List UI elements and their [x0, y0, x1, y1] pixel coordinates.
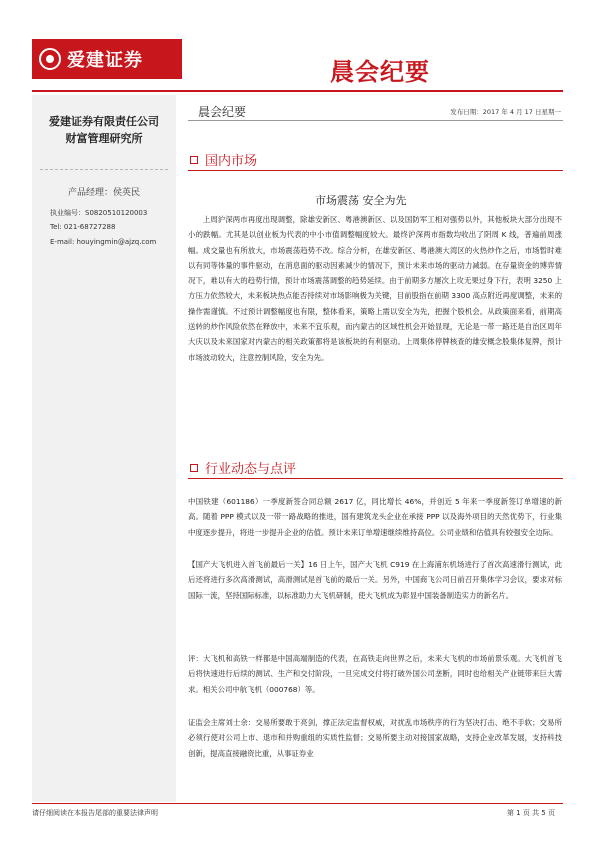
section-title-industry [190, 458, 296, 477]
doc-title: 晨会纪要 [198, 105, 247, 119]
footer-divider [32, 803, 563, 804]
section-title-text: 国内市场 [205, 154, 258, 169]
phone-number: Tel: 021-68727288 [50, 223, 116, 231]
publish-date: 发布日期：2017 年 4 月 17 日星期一 [450, 108, 561, 116]
checkbox-square-icon [190, 156, 198, 164]
industry-paragraph-3: 评：大飞机和高铁一样都是中国高端制造的代表，在高铁走向世界之后，未来大飞机的市场前景乐观。大飞机首飞后将快速进行后续的测试、生产和交付阶段，一旦完成交付将打破外国公司垄断，同时也给相关产业链带来巨大需求。相关公司中航飞机（000768）等。 [188, 654, 562, 694]
industry-paragraph-4: 证监会主席刘士余：交易所要敢于亮剑，撑正法定监督权威，对扰乱市场秩序的行为坚决打击、绝不手软；交易所必须行使对公司上市、退市和并购重组的实质性监督；交易所要主动对接国家战略，支持企业改革发展，支持科技创新，提高直接融资比重，从事证券业 [188, 718, 562, 758]
market-paragraph: 上周沪深两市再度出现调整，除雄安新区、粤港澳新区、以及国防军工相对强势以外，其他板块大部分出现不小的跌幅。尤其是以创业板为代表的中小市值调整幅度较大。最终沪深两市指数均收出了阴周 K 线，普遍前周涨幅。成交量也有所放大，市场震荡趋势不改。综合分析，在雄安新区、粤港澳大湾区的火热炒作之后，市场暂时难以有同等体量的事件驱动，在消息面的驱动因素减少的情况下，预计未来市场的驱动力减弱。在存量资金的博弈情况下，难以有大的趋势行情，预计市场震荡调整的趋势延续。由于前期多方屡次上攻无果过身下行，表明 3250 上方压力依然较大，未来板块热点能否持续对市场影响极为关键，目前股指在前期 3300 高点附近再度调整，未来的操作需谨慎。不过预计调整幅度也有限，整体看来，策略上需以安全为先，把握个股机会。从政策面来看，前期高送转的炒作风险依然在释放中，未来不宜乐观，而内蒙古的区域性机会开始显现，无论是一带一路还是自治区周年大庆以及未来国家对内蒙古的相关政策都将是该板块的有利驱动。上周集体停牌核查的雄安概念股集体复牌，预计市场波动较大，注意控制风险，安全为先。 [188, 215, 562, 362]
section-divider [188, 478, 563, 479]
page-number: 第 1 页 共 5 页 [506, 809, 555, 817]
section-divider [188, 170, 563, 171]
sidebar-divider [40, 169, 168, 170]
header-divider [32, 90, 563, 92]
company-logo [32, 39, 182, 79]
industry-paragraph-1: 中国铁建（601186）一季度新签合同总额 2617 亿，同比增长 46%，并创近 5 年来一季度新签订单增速的新高。随着 PPP 模式以及一带一路战略的推进，国有建筑龙头企业在承接 PPP 以及海外项目的天然优势下，行业集中度逐步提升，将进一步提升企业的估值。预计未来订单增速继续维持高位。公司业绩和估值具有较强安全边际。 [188, 497, 562, 537]
org-name: 爱建证券有限责任公司 [49, 115, 159, 128]
footer-disclaimer: 请仔细阅读在本报告尾部的重要法律声明 [32, 809, 158, 817]
market-headline: 市场震荡 安全为先 [315, 194, 407, 207]
logo-text: 爱建证券 [67, 50, 143, 71]
section-title-domestic [190, 150, 257, 169]
license-number: 执业编号：S0820510120003 [50, 209, 148, 217]
section-title-text: 行业动态与点评 [205, 462, 297, 477]
industry-paragraph-2: 【国产大飞机进入首飞前最后一关】16 日上午，国产大飞机 C919 在上海浦东机场进行了首次高速滑行测试，此后还将进行多次高滑测试，高滑测试是首飞前的最后一关。另外，中国商飞公司日前召开集体学习会议，要求对标国际一流，坚持国际标准，以标准助力大飞机研制，使大飞机成为彰显中国装备制造实力的新名片。 [188, 560, 562, 600]
logo-mark-icon [39, 48, 61, 70]
product-manager: 产品经理：侯英民 [67, 188, 140, 198]
checkbox-square-icon [190, 464, 198, 472]
org-dept: 财富管理研究所 [65, 132, 143, 145]
email-address[interactable]: E-mail: houyingmin@ajzq.com [50, 238, 157, 246]
title-divider [188, 120, 563, 121]
header-title: 晨会纪要 [330, 58, 430, 86]
sidebar [32, 95, 176, 802]
